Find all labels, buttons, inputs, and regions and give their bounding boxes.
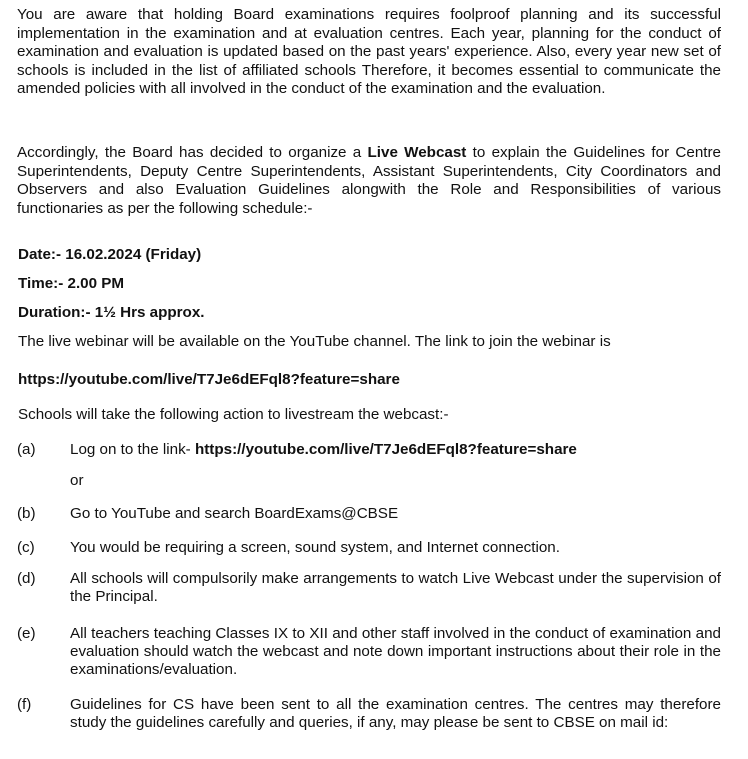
action-text-e: All teachers teaching Classes IX to XII and other staff involved in the conduct of examination and evaluation should watch the webcast and note down important instructions about their role in the examinations/evaluation. bbox=[70, 625, 721, 678]
schedule-duration: Duration:- 1½ Hrs approx. bbox=[18, 304, 205, 321]
schedule-paragraph-before: Accordingly, the Board has decided to organize a bbox=[17, 144, 368, 161]
action-text-a-prefix: Log on to the link- bbox=[70, 441, 195, 458]
action-text-d: All schools will compulsorily make arrangements to watch Live Webcast under the supervision of the Principal. bbox=[70, 570, 721, 605]
live-webcast-highlight: Live Webcast bbox=[367, 144, 467, 161]
action-text-a bbox=[70, 441, 721, 459]
action-label-e: (e) bbox=[17, 625, 36, 642]
action-label-c: (c) bbox=[17, 539, 35, 556]
action-a-link[interactable]: https://youtube.com/live/T7Je6dEFql8?feature=share bbox=[194, 441, 577, 458]
action-label-b: (b) bbox=[17, 505, 36, 522]
intro-paragraph: You are aware that holding Board examinations requires foolproof planning and its successful implementation in the examination and at evaluation centres. Each year, planning for the conduct of examination and evaluation is updated based on the past years' experience. Also, every year new set of schools is included in the list of affiliated schools Therefore, it becomes essential to communicate the amended policies with all involved in the conduct of the examination and the evaluation. bbox=[17, 6, 721, 98]
action-text-b: Go to YouTube and search BoardExams@CBSE bbox=[70, 505, 399, 522]
action-or-text: or bbox=[70, 472, 84, 489]
action-label-a: (a) bbox=[17, 441, 36, 458]
schedule-date: Date:- 16.02.2024 (Friday) bbox=[18, 246, 202, 263]
action-label-f: (f) bbox=[17, 696, 32, 713]
schedule-paragraph bbox=[17, 144, 721, 218]
actions-intro: Schools will take the following action to livestream the webcast:- bbox=[18, 406, 449, 423]
action-label-d: (d) bbox=[17, 570, 36, 587]
schedule-time: Time:- 2.00 PM bbox=[18, 275, 125, 292]
webinar-note: The live webinar will be available on the YouTube channel. The link to join the webinar is bbox=[18, 333, 611, 350]
action-text-c: You would be requiring a screen, sound system, and Internet connection. bbox=[70, 539, 560, 556]
action-text-f: Guidelines for CS have been sent to all the examination centres. The centres may therefore study the guidelines carefully and queries, if any, may please be sent to CBSE on mail id: bbox=[70, 696, 721, 731]
schedule-paragraph-after: to explain the Guidelines for Centre Superintendents, Deputy Centre Superintendents, Assistant Superintendents, City Coordinators and Observers and also Evaluation Guidelines alongwith the Role and Responsibilities of various functionaries as per the following schedule:- bbox=[17, 144, 721, 217]
webinar-link[interactable]: https://youtube.com/live/T7Je6dEFql8?feature=share bbox=[18, 371, 400, 388]
